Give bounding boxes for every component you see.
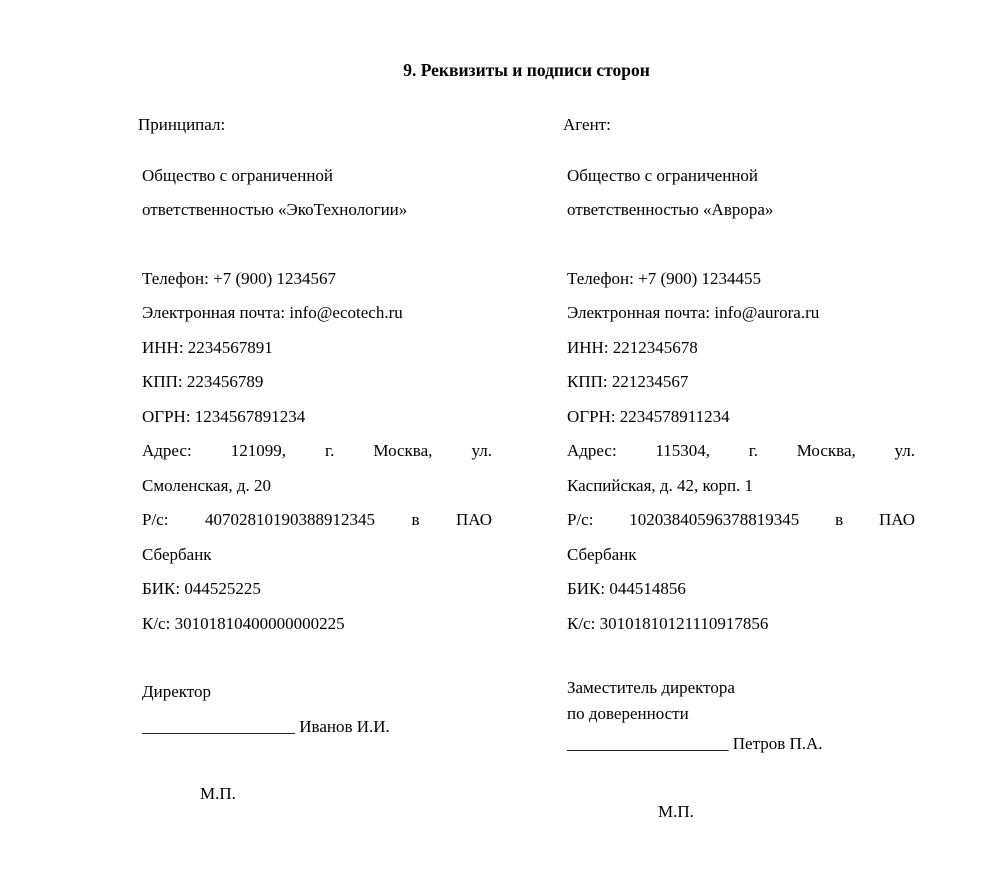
- agent-address-line-1: Адрес: 115304, г. Москва, ул.: [567, 441, 915, 460]
- principal-inn-line: ИНН: 2234567891: [142, 337, 273, 357]
- principal-column: [138, 108, 492, 829]
- agent-signature-underline: ___________________: [567, 734, 729, 753]
- agent-ogrn-line: ОГРН: 2234578911234: [567, 406, 730, 426]
- agent-signer-title-line-2: по доверенности: [567, 704, 689, 723]
- agent-kpp-line: КПП: 221234567: [567, 372, 689, 391]
- agent-account-line-2: Сбербанк: [567, 544, 637, 564]
- agent-signer-name: Петров П.А.: [732, 734, 823, 753]
- agent-company-line-2: ответственностью «Аврора»: [567, 200, 774, 219]
- agent-address-line-2: Каспийская, д. 42, корп. 1: [567, 475, 754, 495]
- agent-company-name: [563, 159, 915, 228]
- principal-signer-name: Иванов И.И.: [299, 716, 390, 736]
- agent-email-line: Электронная почта: info@aurora.ru: [567, 303, 820, 322]
- principal-signature-block: [138, 675, 492, 744]
- principal-company-line-2: ответственностью «ЭкоТехнологии»: [142, 200, 408, 219]
- agent-account-line-1: Р/с: 10203840596378819345 в ПАО: [567, 510, 915, 529]
- principal-company-line-1: Общество с ограниченной: [142, 165, 334, 185]
- agent-role-label: Агент:: [563, 115, 611, 134]
- principal-details: [138, 262, 492, 642]
- agent-signature-row: [567, 727, 915, 762]
- parties-columns: [138, 108, 915, 829]
- principal-role-label: Принципал:: [138, 115, 226, 134]
- agent-signature-block: [563, 675, 915, 762]
- principal-signature-underline: __________________: [142, 716, 295, 736]
- principal-phone-line: Телефон: +7 (900) 1234567: [142, 268, 337, 288]
- principal-ks-line: К/с: 30101810400000000225: [142, 613, 345, 633]
- principal-signature-row: [142, 710, 492, 745]
- agent-column: [563, 108, 915, 829]
- principal-address-line-1: Адрес: 121099, г. Москва, ул.: [142, 441, 492, 460]
- agent-signer-title-line-1: Заместитель директора: [567, 678, 735, 697]
- principal-account-line-1: Р/с: 40702810190388912345 в ПАО: [142, 510, 492, 529]
- principal-company-name: [138, 159, 492, 228]
- principal-email-line: Электронная почта: info@ecotech.ru: [142, 303, 403, 322]
- agent-details: [563, 262, 915, 642]
- agent-ks-line: К/с: 30101810121110917856: [567, 613, 769, 633]
- agent-phone-line: Телефон: +7 (900) 1234455: [567, 268, 762, 288]
- agent-inn-line: ИНН: 2212345678: [567, 337, 698, 357]
- agent-seal-mark: М.П.: [658, 801, 694, 821]
- principal-kpp-line: КПП: 223456789: [142, 372, 264, 391]
- principal-bik-line: БИК: 044525225: [142, 579, 261, 598]
- agent-bik-line: БИК: 044514856: [567, 579, 686, 598]
- principal-signer-title: Директор: [142, 682, 211, 701]
- agent-company-line-1: Общество с ограниченной: [567, 165, 759, 185]
- principal-account-line-2: Сбербанк: [142, 544, 212, 564]
- principal-seal-mark: М.П.: [200, 784, 236, 803]
- section-title: 9. Реквизиты и подписи сторон: [403, 60, 650, 80]
- principal-address-line-2: Смоленская, д. 20: [142, 475, 272, 495]
- principal-ogrn-line: ОГРН: 1234567891234: [142, 406, 306, 426]
- page-content: [138, 0, 915, 829]
